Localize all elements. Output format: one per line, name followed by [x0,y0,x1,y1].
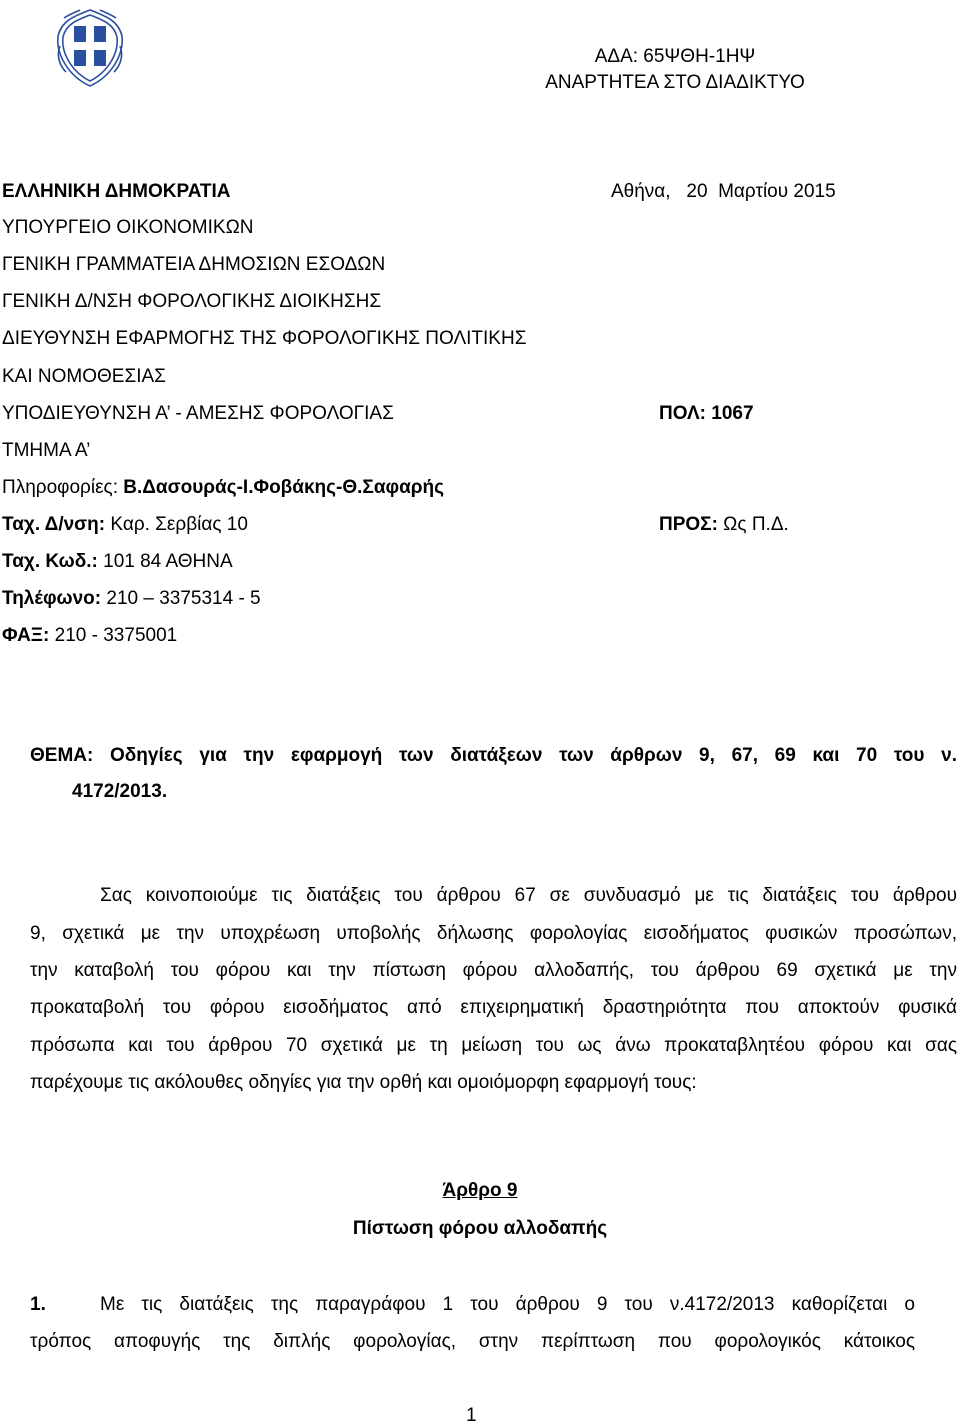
intro-line-3: την καταβολή του φόρου και την πίστωση φόρου αλλοδαπής, του άρθρου 69 σχετικά με την [30,960,957,981]
pol-number: ΠΟΛ: 1067 [659,403,754,424]
info-value: Β.Δασουράς-Ι.Φοβάκης-Θ.Σαφαρής [118,477,445,498]
ministry-line: ΥΠΟΥΡΓΕΙΟ ΟΙΚΟΝΟΜΙΚΩΝ [2,217,254,238]
item-line-1: Με τις διατάξεις της παραγράφου 1 του άρθρου 9 του ν.4172/2013 καθορίζεται ο [100,1294,915,1315]
subdirectorate-line: ΥΠΟΔΙΕΥΘΥΝΣΗ Α’ - ΑΜΕΣΗΣ ΦΟΡΟΛΟΓΙΑΣ [2,403,394,424]
item-line-2: τρόπος αποφυγής της διπλής φορολογίας, στην περίπτωση που φορολογικός κάτοικος [30,1331,915,1352]
postcode-label: Ταχ. Κωδ.: [2,551,98,572]
intro-line-5: πρόσωπα και του άρθρου 70 σχετικά με τη μείωση του ως άνω προκαταβλητέου φόρου και σας [30,1035,957,1056]
item-number: 1. [30,1294,46,1315]
article-title: Πίστωση φόρου αλλοδαπής [352,1218,608,1239]
directorate-general-line: ΓΕΝΙΚΗ Δ/ΝΣΗ ΦΟΡΟΛΟΓΙΚΗΣ ΔΙΟΙΚΗΣΗΣ [2,291,382,312]
directorate-line: ΔΙΕΥΘΥΝΣΗ ΕΦΑΡΜΟΓΗΣ ΤΗΣ ΦΟΡΟΛΟΓΙΚΗΣ ΠΟΛΙΤΙΚΗΣ [2,328,527,349]
fax-row [2,625,177,647]
recipient-value: Ως Π.Δ. [717,514,789,535]
directorate-line-cont: ΚΑΙ ΝΟΜΟΘΕΣΙΑΣ [2,366,166,387]
info-row [2,477,444,499]
subject-line-1: ΘΕΜΑ: Οδηγίες για την εφαρμογή των διατάξεων των άρθρων 9, 67, 69 και 70 του ν. [30,745,957,766]
page-number: 1 [466,1405,477,1426]
posting-notice: ΑΝΑΡΤΗΤΕΑ ΣΤΟ ΔΙΑΔΙΚΤΥΟ [545,72,805,93]
phone-value: 210 – 3375314 - 5 [101,588,261,609]
intro-line-1: Σας κοινοποιούμε τις διατάξεις του άρθρου 67 σε συνδυασμό με τις διατάξεις του άρθρου [100,885,957,906]
greek-state-emblem [50,6,130,90]
recipient-row [659,514,789,536]
intro-line-4: προκαταβολή του φόρου εισοδήματος από επιχειρηματική δραστηριότητα που αποκτούν φυσικά [30,997,957,1018]
republic-heading: ΕΛΛΗΝΙΚΗ ΔΗΜΟΚΡΑΤΙΑ [2,181,231,202]
address-value: Καρ. Σερβίας 10 [105,514,248,535]
article-number [0,1180,960,1202]
phone-row [2,588,261,610]
recipient-label: ΠΡΟΣ: [659,514,718,535]
subject-line-2: 4172/2013. [72,781,168,802]
intro-line-2: 9, σχετικά με την υποχρέωση υποβολής δήλωσης φορολογίας εισοδήματος φυσικών προσώπων, [30,923,957,944]
fax-label: ΦΑΞ: [2,625,50,646]
fax-value: 210 - 3375001 [49,625,178,646]
postcode-value: 101 84 ΑΘΗΝΑ [97,551,233,572]
secretariat-line: ΓΕΝΙΚΗ ΓΡΑΜΜΑΤΕΙΑ ΔΗΜΟΣΙΩΝ ΕΣΟΔΩΝ [2,254,386,275]
phone-label: Τηλέφωνο: [2,588,102,609]
article-number-text: Άρθρο 9 [442,1180,518,1201]
intro-line-6: παρέχουμε τις ακόλουθες οδηγίες για την ορθή και ομοιόμορφη εφαρμογή τους: [30,1072,697,1093]
postcode-row [2,551,233,573]
info-label: Πληροφορίες: [2,477,118,498]
ada-code: ΑΔΑ: 65ΨΘΗ-1ΗΨ [594,46,756,67]
ada-header [540,44,810,96]
address-row [2,514,248,536]
department-line: ΤΜΗΜΑ Α’ [2,440,91,461]
address-label: Ταχ. Δ/νση: [2,514,106,535]
document-date: Αθήνα, 20 Μαρτίου 2015 [611,181,836,202]
